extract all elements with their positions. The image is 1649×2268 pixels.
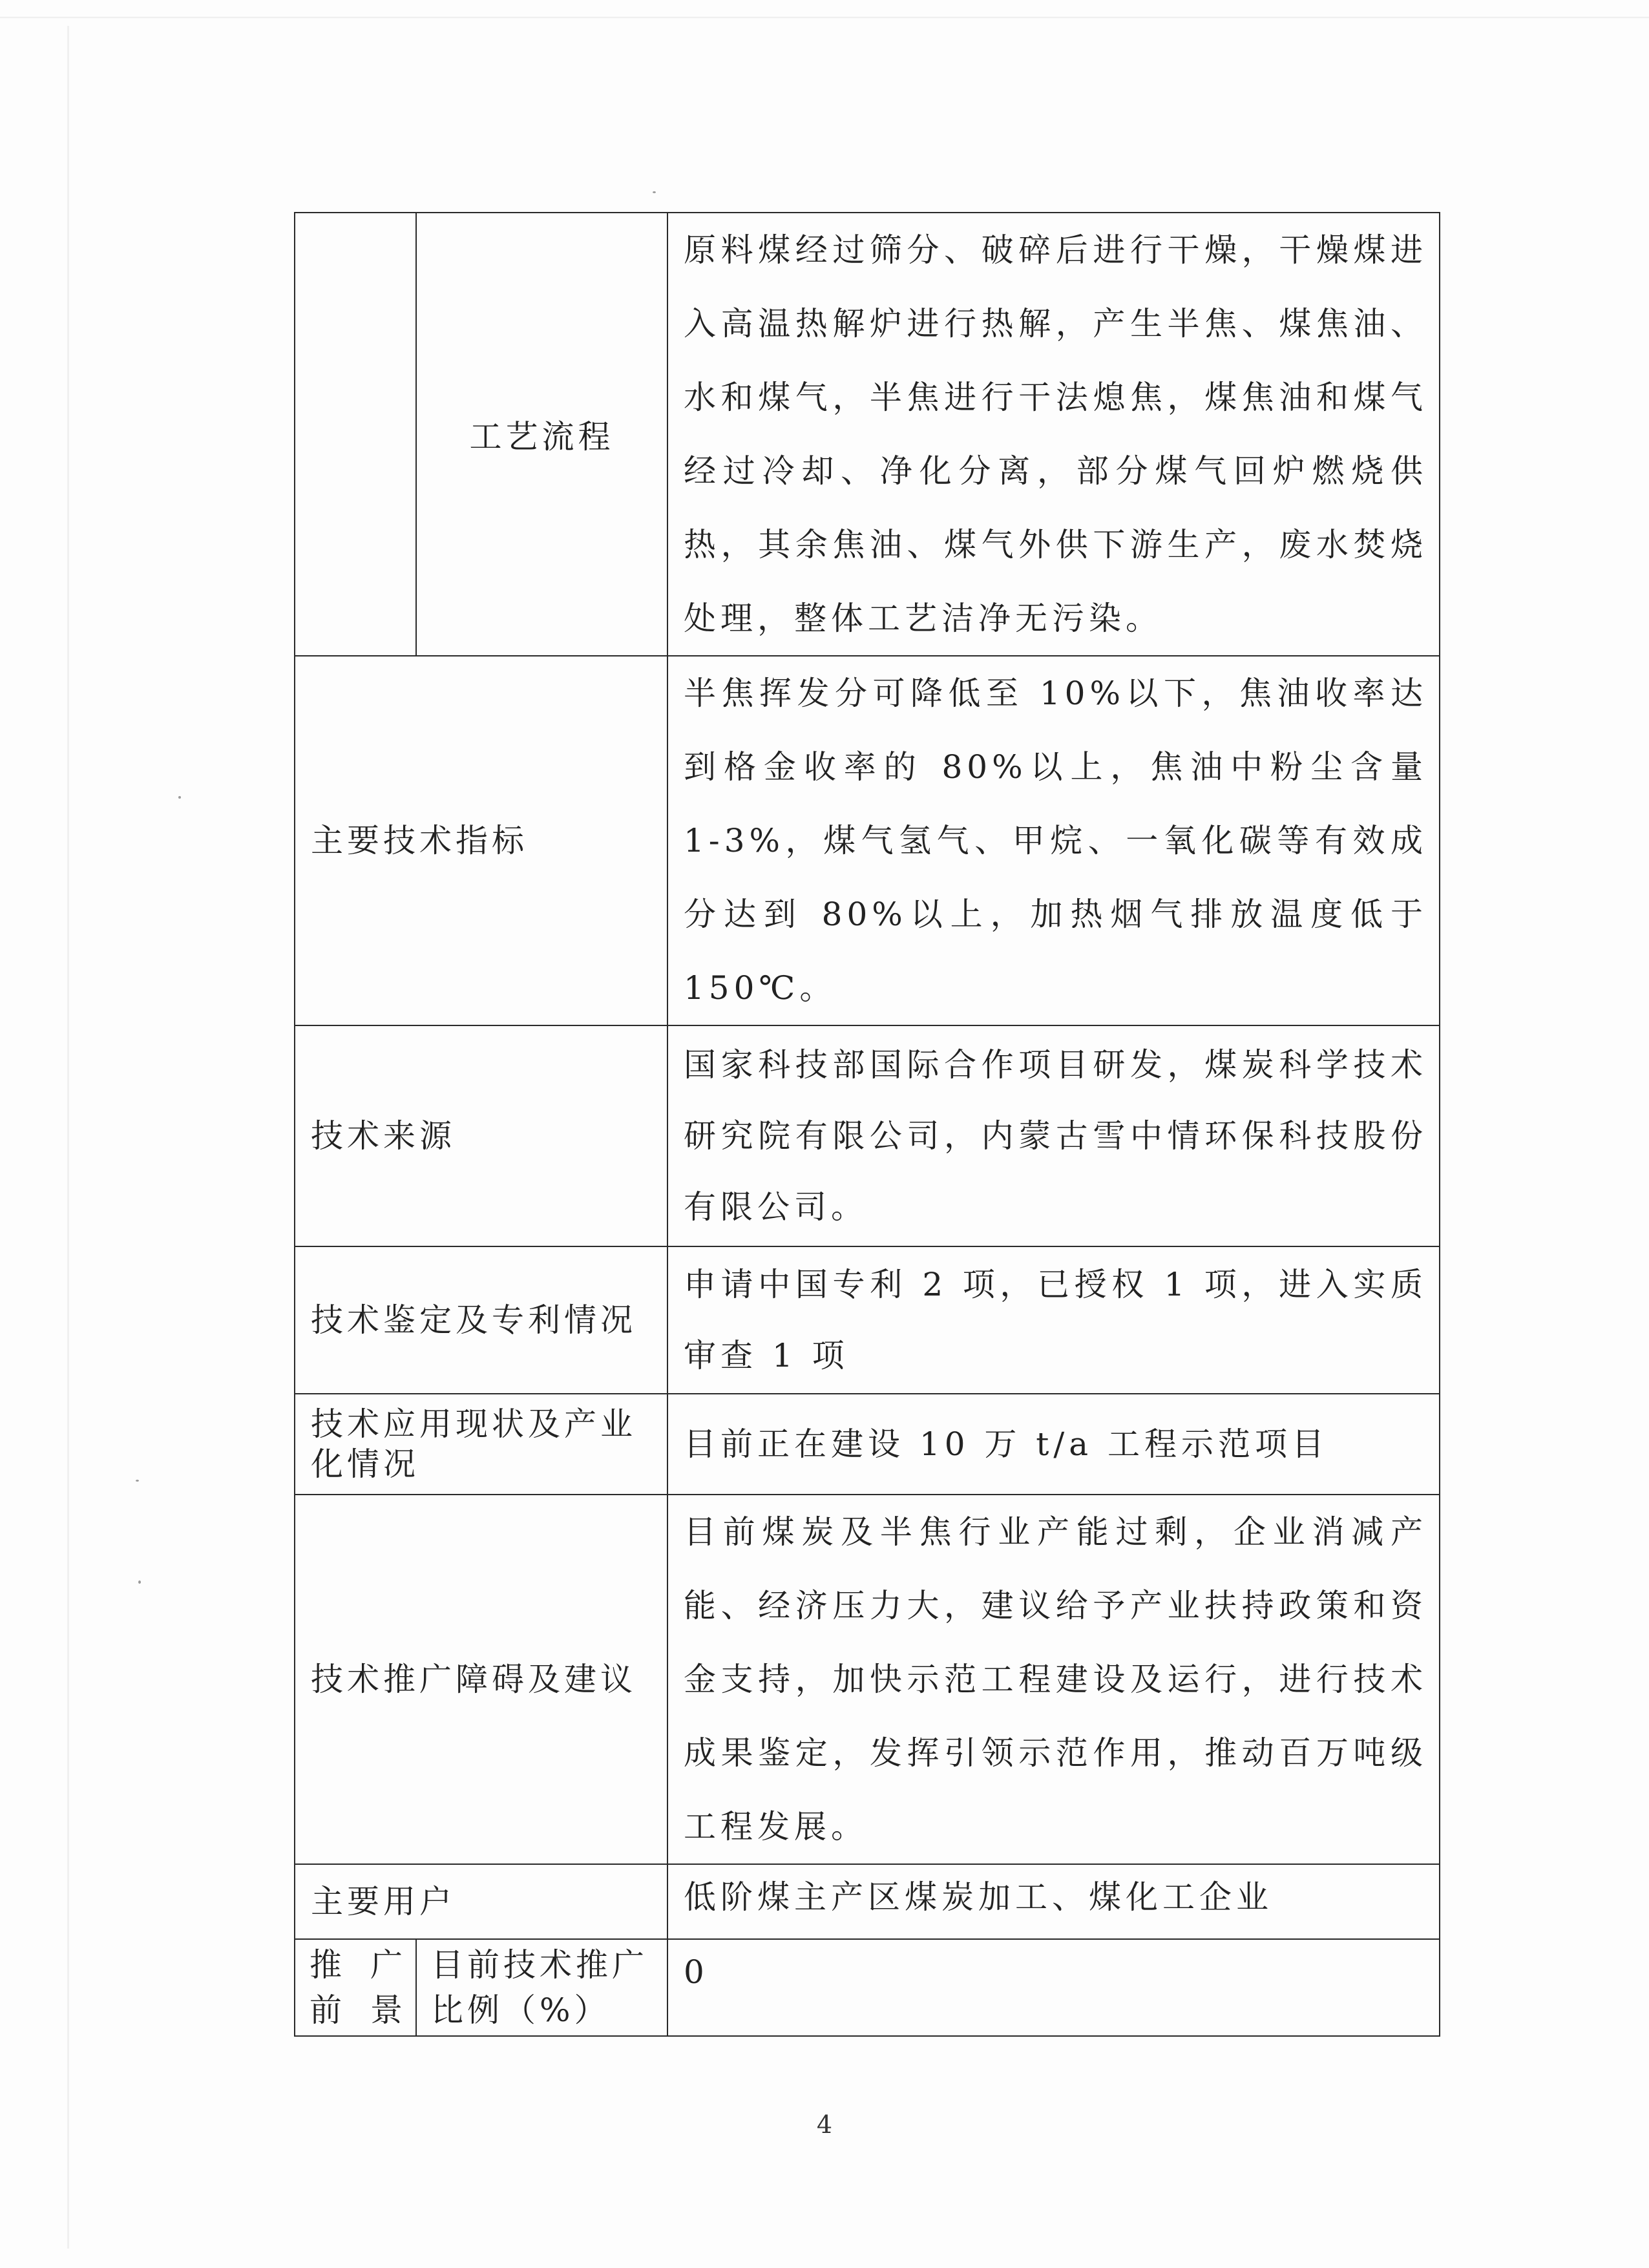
table-row-source: [295, 1025, 1440, 1246]
prospect-ratio-label: 目前技术推广比例（%）: [416, 1939, 667, 2036]
table-row-barriers: [295, 1495, 1440, 1864]
row-label-users: 主要用户: [295, 1864, 667, 1939]
prospect-group-label: [295, 1939, 416, 2036]
row-content-barriers: 目前煤炭及半焦行业产能过剩，企业消减产能、经济压力大，建议给予产业扶持政策和资金支持，加快示范工程建设及运行，进行技术成果鉴定，发挥引领示范作用，推动百万吨级工程发展。: [667, 1495, 1440, 1864]
table-row-users: [295, 1864, 1440, 1939]
scan-speck: [178, 796, 181, 799]
table-row-process: [295, 213, 1440, 656]
prospect-ratio-value: 0: [667, 1939, 1440, 2036]
row-content-process: 原料煤经过筛分、破碎后进行干燥，干燥煤进入高温热解炉进行热解，产生半焦、煤焦油、水和煤气，半焦进行干法熄焦，煤焦油和煤气经过冷却、净化分离，部分煤气回炉燃烧供热，其余焦油、煤气外供下游生产，废水焚烧处理，整体工艺洁净无污染。: [667, 213, 1440, 656]
table-row-application: [295, 1394, 1440, 1495]
row-content-indicators: 半焦挥发分可降低至 10%以下，焦油收率达到格金收率的 80%以上，焦油中粉尘含量 1-3%，煤气氢气、甲烷、一氧化碳等有效成分达到 80%以上，加热烟气排放温度低于 150℃。: [667, 656, 1440, 1025]
prospect-char: 推: [310, 1946, 346, 1984]
scan-speck: [136, 1480, 139, 1482]
scan-edge-top: [0, 17, 1649, 19]
row-content-users: 低阶煤主产区煤炭加工、煤化工企业: [667, 1864, 1440, 1939]
prospect-char: 景: [370, 1991, 406, 2029]
row-content-application: 目前正在建设 10 万 t/a 工程示范项目: [667, 1394, 1440, 1495]
row-label-barriers: 技术推广障碍及建议: [295, 1495, 667, 1864]
scan-edge-left: [67, 26, 69, 2249]
blank-group-cell: [295, 213, 416, 656]
row-label-patents: 技术鉴定及专利情况: [295, 1246, 667, 1394]
row-label-process: 工艺流程: [416, 213, 667, 656]
technology-info-table: [294, 212, 1440, 2037]
row-label-source: 技术来源: [295, 1025, 667, 1246]
table-row-prospect: [295, 1939, 1440, 2036]
prospect-char: 前: [310, 1991, 346, 2029]
prospect-char: 广: [370, 1946, 406, 1984]
scan-speck: [138, 1580, 141, 1584]
table-row-indicators: [295, 656, 1440, 1025]
row-label-indicators: 主要技术指标: [295, 656, 667, 1025]
row-label-application: 技术应用现状及产业化情况: [295, 1394, 667, 1495]
row-content-patents: 申请中国专利 2 项，已授权 1 项，进入实质审查 1 项: [667, 1246, 1440, 1394]
scan-speck: [653, 191, 656, 193]
page-number: 4: [816, 2110, 833, 2139]
row-content-source: 国家科技部国际合作项目研发，煤炭科学技术研究院有限公司，内蒙古雪中情环保科技股份有限公司。: [667, 1025, 1440, 1246]
table-row-patents: [295, 1246, 1440, 1394]
